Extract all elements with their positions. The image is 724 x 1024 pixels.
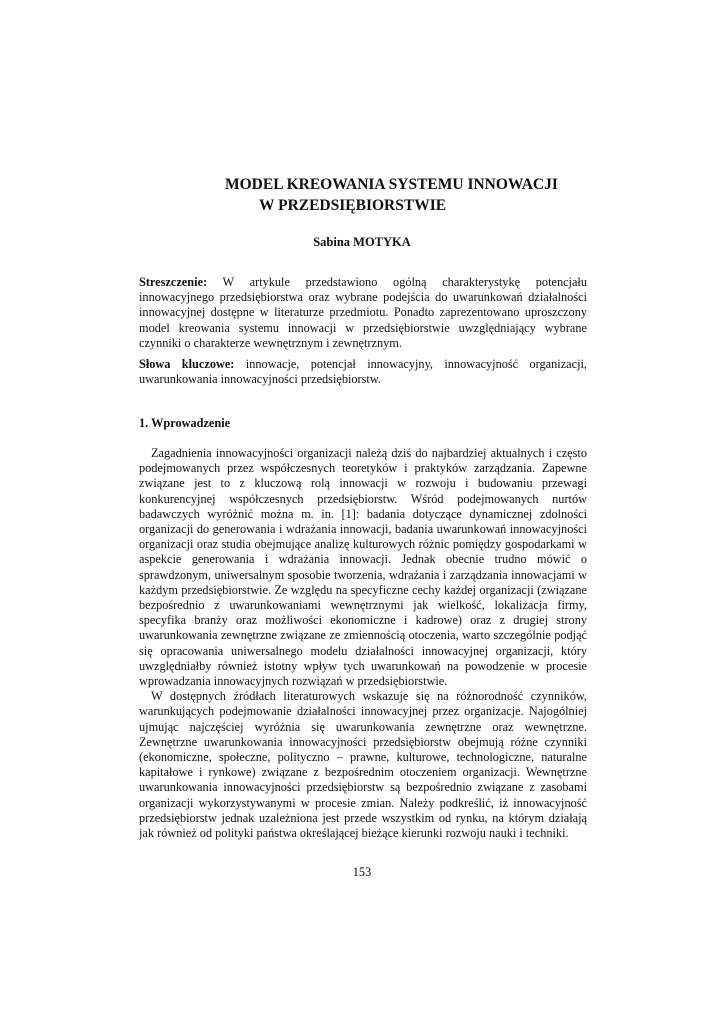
- paper-title: [0, 174, 724, 216]
- body-text: [139, 446, 587, 841]
- abstract: [139, 275, 587, 351]
- section-heading: 1. Wprowadzenie: [139, 416, 231, 430]
- title-line-1: MODEL KREOWANIA SYSTEMU INNOWACJI: [225, 176, 558, 193]
- keywords-label: Słowa kluczowe:: [139, 357, 235, 371]
- keywords-text: innowacje, potencjał innowacyjny, innowacyjność organizacji, uwarunkowania innowacyjności przedsiębiorstw.: [139, 357, 587, 387]
- paragraph-2: W dostępnych źródłach literaturowych wskazuje się na różnorodność czynników, warunkujących podejmowanie działalności innowacyjnej przez organizacje. Najogólniej ujmując najczęściej wyróżnia się uwarunkowania zewnętrzne oraz wewnętrzne. Zewnętrzne uwarunkowania innowacyjności przedsiębiorstw obejmują różne czynniki (ekonomiczne, społeczne, polityczno – prawne, kulturowe, technologiczne, naturalne kapitałowe i rynkowe) związane z bezpośrednim otoczeniem organizacji. Wewnętrzne uwarunkowania innowacyjności przedsiębiorstw są bezpośrednio związane z zasobami organizacji wykorzystywanymi w procesie zmian. Należy podkreślić, iż innowacyjność przedsiębiorstw jednak uzależniona jest przede wszystkim od rynku, na którym działają jak również od polityki państwa określającej bieżące kierunki rozwoju nauki i techniki.: [139, 689, 587, 841]
- page-number: 153: [352, 865, 372, 879]
- paragraph-1: Zagadnienia innowacyjności organizacji należą dziś do najbardziej aktualnych i często podejmowanych przez współczesnych teoretyków i praktyków zarządzania. Zapewne związane jest to z kluczową rolą innowacji w rozwoju i budowaniu przewagi konkurencyjnej współczesnych przedsiębiorstw. Wśród podejmowanych nurtów badawczych wyróżnić można m. in. [1]: badania dotyczące dynamicznej zdolności organizacji do generowania i wdrażania innowacji, badania uwarunkowań innowacyjności organizacji oraz studia obejmujące analizę kulturowych różnic pomiędzy gospodarkami w aspekcie generowania i wdrażania innowacji. Jednak obecnie trudno mówić o sprawdzonym, uniwersalnym sposobie tworzenia, wdrażania i zarządzania innowacjami w każdym przedsiębiorstwie. Ze względu na specyficzne cechy każdej organizacji (związane bezpośrednio z uwarunkowaniami wewnętrznymi jak wielkość, lokalizacja firmy, specyfika branży oraz możliwości ekonomiczne i kadrowe) oraz z drugiej strony uwarunkowania zewnętrzne związane ze zmiennością otoczenia, warto szczególnie podjąć się opracowania uniwersalnego modelu działalności innowacyjnej organizacji, który uwzględniałby również istotny wpływ tych uwarunkowań na powodzenie w procesie wprowadzania innowacyjnych rozwiązań w przedsiębiorstwie.: [139, 446, 587, 689]
- abstract-text: W artykule przedstawiono ogólną charakterystykę potencjału innowacyjnego przedsiębiorstwa oraz wybrane podejścia do uwarunkowań działalności innowacyjnej dostępne w literaturze przedmiotu. Ponadto zaprezentowano uproszczony model kreowania systemu innowacji w przedsiębiorstwie uwzględniający wybrane czynniki o charakterze wewnętrznym i zewnętrznym.: [139, 275, 587, 350]
- author-name: Sabina MOTYKA: [313, 235, 411, 249]
- keywords: [139, 357, 587, 387]
- title-line-2: W PRZEDSIĘBIORSTWIE: [259, 197, 447, 214]
- abstract-label: Streszczenie:: [139, 275, 208, 289]
